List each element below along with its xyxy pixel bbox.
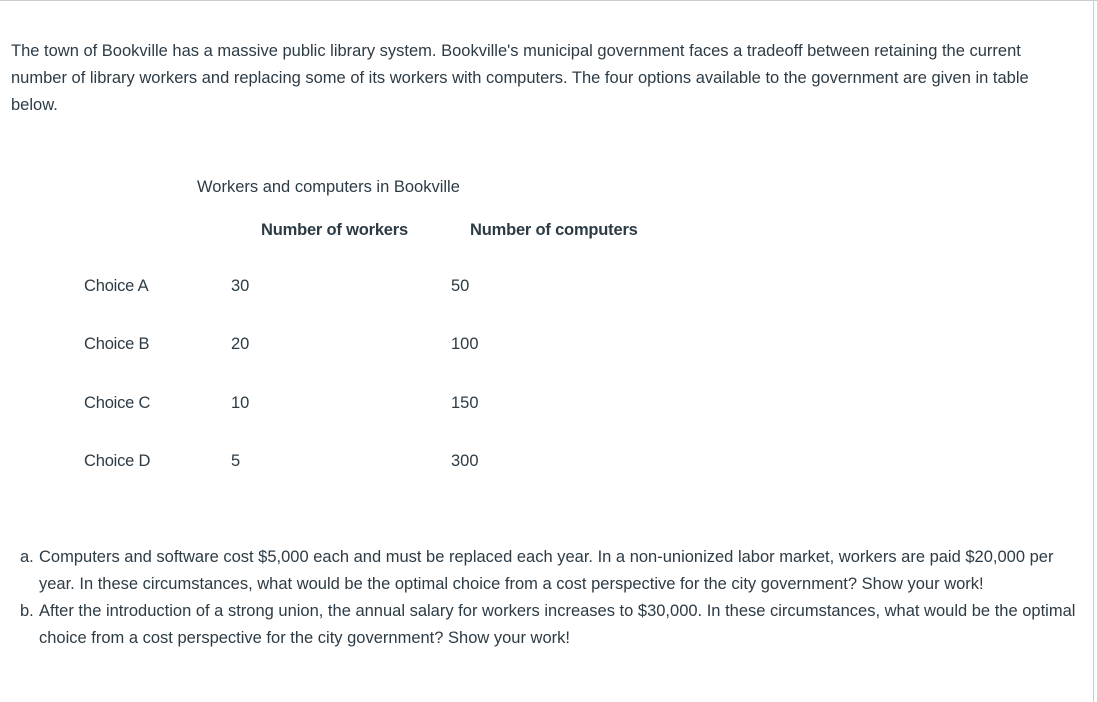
cell-computers-choice-c: 150 bbox=[451, 394, 479, 412]
table-caption: Workers and computers in Bookville bbox=[197, 178, 460, 196]
cell-computers-choice-b: 100 bbox=[451, 335, 479, 353]
cell-workers-choice-c: 10 bbox=[231, 394, 250, 412]
cell-computers-choice-d: 300 bbox=[451, 452, 479, 470]
cell-computers-choice-a: 50 bbox=[451, 277, 470, 295]
cell-workers-choice-d: 5 bbox=[231, 452, 241, 470]
row-label-choice-d: Choice D bbox=[84, 452, 151, 470]
row-label-choice-b: Choice B bbox=[84, 335, 150, 353]
column-header-computers: Number of computers bbox=[470, 221, 638, 239]
question-marker-a: a. bbox=[20, 548, 34, 566]
question-marker-b: b. bbox=[20, 602, 34, 620]
row-label-choice-a: Choice A bbox=[84, 277, 149, 295]
question-item-a bbox=[20, 544, 1080, 598]
cell-workers-choice-b: 20 bbox=[231, 335, 250, 353]
content-frame-top-border bbox=[0, 0, 1097, 1]
intro-paragraph: The town of Bookville has a massive public library system. Bookville's municipal government faces a tradeoff between retaining the current number of library workers and replacing some of its workers with computers. The four options available to the government are given in table below. bbox=[11, 42, 1029, 114]
question-text-a: Computers and software cost $5,000 each and must be replaced each year. In a non-unionized labor market, workers are paid $20,000 per year. In these circumstances, what would be the optimal choice from a cost perspective for the city government? Show your work! bbox=[39, 548, 1054, 593]
content-frame-right-border bbox=[1093, 0, 1094, 702]
question-text-b: After the introduction of a strong union, the annual salary for workers increases to $30,000. In these circumstances, what would be the optimal choice from a cost perspective for the city government? Show your work! bbox=[39, 602, 1076, 647]
row-label-choice-c: Choice C bbox=[84, 394, 151, 412]
question-list bbox=[20, 544, 1080, 652]
column-header-workers: Number of workers bbox=[261, 221, 408, 239]
question-item-b bbox=[20, 598, 1080, 652]
cell-workers-choice-a: 30 bbox=[231, 277, 250, 295]
